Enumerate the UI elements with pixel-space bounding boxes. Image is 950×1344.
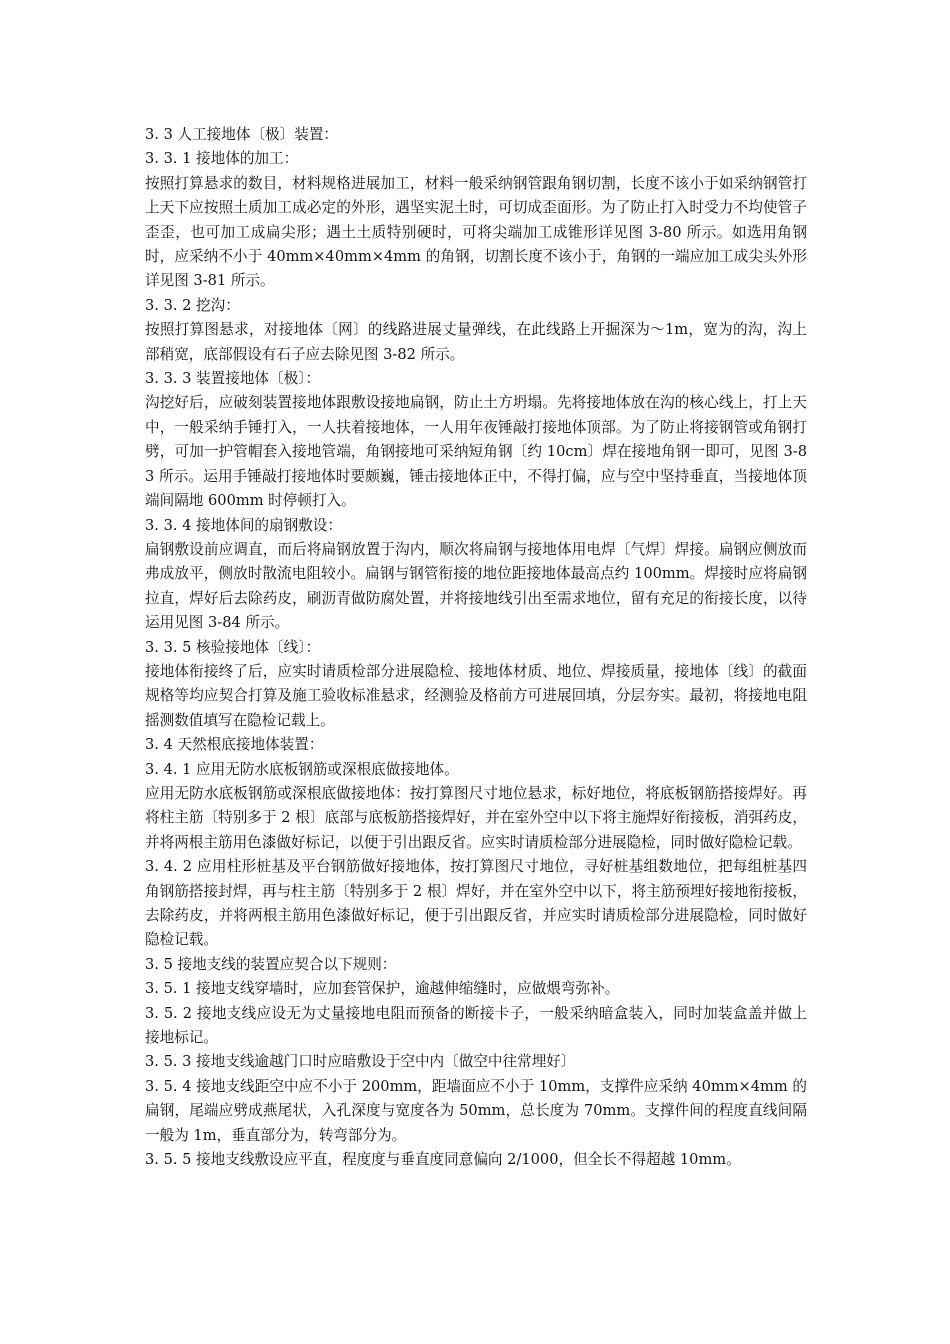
- body-paragraph: 3. 5. 4 接地支线距空中应不小于 200mm，距墙面应不小于 10mm，支撑件应采纳 40mm×4mm 的扁钢，尾端应劈成燕尾状，入孔深度与宽度各为 50mm，总长度为 70mm。支撑件间的程度直线间隔一般为 1m，垂直部分为，转弯部分为。: [145, 1077, 807, 1144]
- body-paragraph: 应用无防水底板钢筋或深根底做接地体：按打算图尺寸地位悬求，标好地位，将底板钢筋搭接焊好。再将柱主筋〔特别多于 2 根〕底部与底板筋搭接焊好，并在室外空中以下将主施焊好衔接板，消弭药皮，并将两根主筋用色漆做好标记，以便于引出跟反省。应实时请质检部分进展隐检，同时做好隐检记载。: [145, 784, 807, 851]
- body-paragraph: 按照打算悬求的数目，材料规格进展加工，材料一般采纳钢管跟角钢切割，长度不该小于如采纳钢管打上天下应按照土质加工成必定的外形，遇坚实泥土时，可切成歪面形。为了防止打入时受力不均使管子歪歪，也可加工成扁尖形；遇土土质特别硬时，可将尖端加工成锥形详见图 3-80 所示。如选用角钢时，应采纳不小于 40mm×40mm×4mm 的角钢，切割长度不该小于，角钢的一端应加工成尖头外形详见图 3-81 所示。: [145, 174, 807, 290]
- document-page: [145, 123, 807, 1172]
- subsection-heading: 3. 5. 3 接地支线逾越门口时应暗敷设于空中内〔做空中往常埋好〕: [145, 1053, 576, 1071]
- section-heading: 3. 5 接地支线的装置应契合以下规则：: [145, 955, 397, 973]
- subsection-heading: 3. 3. 5 核验接地体〔线〕：: [145, 638, 321, 656]
- subsection-heading: 3. 3. 2 挖沟：: [145, 296, 240, 314]
- subsection-heading: 3. 5. 1 接地支线穿墙时，应加套管保护，逾越伸缩缝时，应做煨弯弥补。: [145, 980, 620, 998]
- subsection-heading: 3. 5. 5 接地支线敷设应平直，程度度与垂直度同意偏向 2/1000，但全长不得超越 10mm。: [145, 1151, 741, 1169]
- body-paragraph: 按照打算图悬求，对接地体〔网〕的线路进展丈量弹线，在此线路上开掘深为～1m，宽为的沟，沟上部稍宽，底部假设有石子应去除见图 3-82 所示。: [145, 321, 807, 363]
- body-paragraph: 接地体衔接终了后，应实时请质检部分进展隐检、接地体材质、地位、焊接质量，接地体〔线〕的截面规格等均应契合打算及施工验收标准悬求，经测验及格前方可进展回填，分层夯实。最初，将接地电阻摇测数值填写在隐检记载上。: [145, 662, 807, 729]
- section-heading: 3. 4 天然根底接地体装置：: [145, 736, 324, 754]
- subsection-heading: 3. 3. 1 接地体的加工：: [145, 150, 299, 168]
- body-paragraph: 3. 4. 2 应用柱形桩基及平台钢筋做好接地体，按打算图尺寸地位，寻好桩基组数地位，把每组桩基四角钢筋搭接封焊，再与柱主筋〔特别多于 2 根〕焊好，并在室外空中以下，将主筋预埋好接地衔接板，去除药皮，并将两根主筋用色漆做好标记，便于引出跟反省，并应实时请质检部分进展隐检，同时做好隐检记载。: [145, 858, 807, 949]
- subsection-heading: 3. 4. 1 应用无防水底板钢筋或深根底做接地体。: [145, 760, 459, 778]
- body-paragraph: 扁钢敷设前应调直，而后将扁钢放置于沟内，顺次将扁钢与接地体用电焊〔气焊〕焊接。扁钢应侧放而弗成放平，侧放时散流电阻较小。扁钢与钢管衔接的地位距接地体最高点约 100mm。焊接时应将扁钢拉直，焊好后去除药皮，刷沥青做防腐处置，并将接地线引出至需求地位，留有充足的衔接长度，以待运用见图 3-84 所示。: [145, 540, 807, 632]
- subsection-heading: 3. 3. 3 装置接地体〔极〕：: [145, 370, 321, 388]
- section-heading: 3. 3 人工接地体〔极〕装置：: [145, 126, 339, 143]
- body-paragraph: 沟挖好后，应破刻装置接地体跟敷设接地扁钢，防止土方坍塌。先将接地体放在沟的核心线上，打上天中，一般采纳手锤打入，一人扶着接地体，一人用年夜锤敲打接地体顶部。为了防止将接钢管或角钢打劈，可加一护管帽套入接地管端，角钢接地可采纳短角钢〔约 10cm〕焊在接地角钢一即可，见图 3-83 所示。运用手锤敲打接地体时要颇巍，锤击接地体正中，不得打偏，应与空中坚持垂直，当接地体顶端间隔地 600mm 时停顿打入。: [145, 394, 807, 510]
- body-paragraph: 3. 5. 2 接地支线应设无为丈量接地电阻而预备的断接卡子，一般采纳暗盒装入，同时加装盒盖并做上接地标记。: [145, 1004, 807, 1047]
- subsection-heading: 3. 3. 4 接地体间的扇钢敷设：: [145, 516, 342, 534]
